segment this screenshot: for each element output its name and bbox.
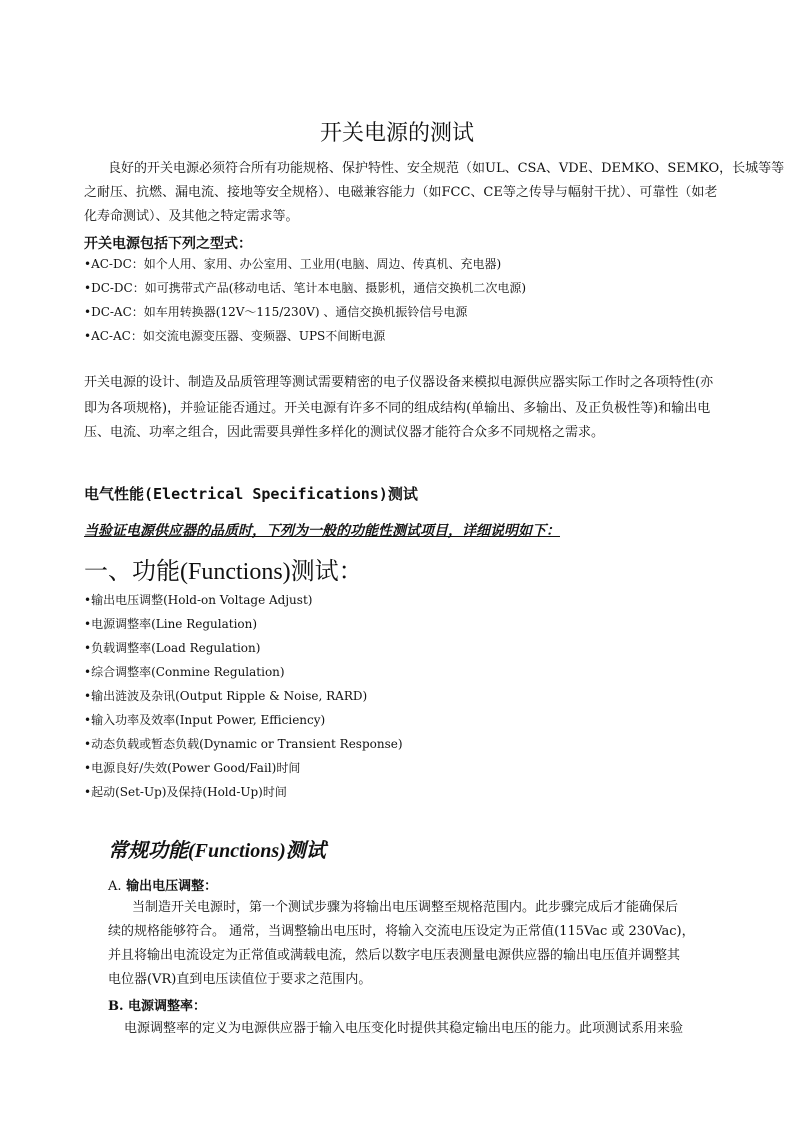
list-item: •输出电压调整(Hold-on Voltage Adjust) xyxy=(84,593,313,607)
list-item: •综合调整率(Conmine Regulation) xyxy=(84,665,285,679)
intro-line-2: 之耐压、抗燃、漏电流、接地等安全规格）、电磁兼容能力（如FCC、CE等之传导与幅射干扰）、可靠性（如老 xyxy=(84,185,718,200)
list-item: •负载调整率(Load Regulation) xyxy=(84,641,261,655)
list-item: •动态负载或暂态负载(Dynamic or Transient Response) xyxy=(84,737,403,751)
types-heading: 开关电源包括下列之型式： xyxy=(84,236,252,252)
design-line-1: 开关电源的设计、制造及品质管理等测试需要精密的电子仪器设备来模拟电源供应器实际工作时之各项特性(亦 xyxy=(84,375,714,390)
intro-line-1: 良好的开关电源必须符合所有功能规格、保护特性、安全规范（如UL、CSA、VDE、DEMKO、SEMKO，长城等等 xyxy=(108,161,785,176)
verify-line: 当验证电源供应器的品质时，下列为一般的功能性测试项目，详细说明如下： xyxy=(84,523,560,539)
list-item: •起动(Set-Up)及保持(Hold-Up)时间 xyxy=(84,785,287,799)
section-b-label: 电源调整率： xyxy=(128,999,207,1014)
section-a-line-2: 续的规格能够符合。 通常，当调整输出电压时，将输入交流电压设定为正常值(115Vac 或 230Vac)， xyxy=(108,924,695,939)
section-a-letter: A. xyxy=(108,879,122,894)
functions-heading: 一、功能(Functions)测试： xyxy=(84,559,363,585)
list-item: •输入功率及效率(Input Power, Efficiency) xyxy=(84,713,326,727)
section-a-line-4: 电位器(VR)直到电压读值位于要求之范围内。 xyxy=(108,972,372,987)
section-b-letter: B. xyxy=(108,999,124,1014)
list-item: •输出涟波及杂讯(Output Ripple & Noise, RARD) xyxy=(84,689,368,703)
list-item: •AC-AC：如交流电源变压器、变频器、UPS不间断电源 xyxy=(84,329,386,343)
types-list xyxy=(84,252,526,348)
list-item: •电源良好/失效(Power Good/Fail)时间 xyxy=(84,761,301,775)
design-line-2: 即为各项规格)，并验证能否通过。开关电源有许多不同的组成结构(单输出、多输出、及正负极性等)和输出电 xyxy=(84,401,711,416)
section-b-heading xyxy=(108,995,206,1014)
intro-line-3: 化寿命测试）、及其他之特定需求等。 xyxy=(84,209,299,224)
page-title: 开关电源的测试 xyxy=(319,121,474,146)
list-item: •电源调整率(Line Regulation) xyxy=(84,617,258,631)
section-a-heading xyxy=(108,875,217,894)
list-item: •DC-DC：如可携带式产品(移动电话、笔计本电脑、摄影机，通信交换机二次电源) xyxy=(84,281,527,295)
design-line-3: 压、电流、功率之组合，因此需要具弹性多样化的测试仪器才能符合众多不同规格之需求。 xyxy=(84,425,605,440)
list-item: •DC-AC：如车用转换器(12V～115/230V) 、通信交换机振铃信号电源 xyxy=(84,305,468,319)
list-item: •AC-DC：如个人用、家用、办公室用、工业用(电脑、周边、传真机、充电器) xyxy=(84,257,502,271)
section-b-line-1: 电源调整率的定义为电源供应器于输入电压变化时提供其稳定输出电压的能力。此项测试系用来验 xyxy=(124,1021,684,1036)
section-a-line-3: 并且将输出电流设定为正常值或满载电流，然后以数字电压表测量电源供应器的输出电压值并调整其 xyxy=(108,948,681,963)
electrical-heading: 电气性能(Electrical Specifications)测试 xyxy=(84,485,418,503)
function-items-list xyxy=(84,588,403,804)
routine-heading: 常规功能(Functions)测试 xyxy=(108,840,326,862)
section-a-label: 输出电压调整： xyxy=(126,879,218,894)
section-a-line-1: 当制造开关电源时，第一个测试步骤为将输出电压调整至规格范围内。此步骤完成后才能确保后 xyxy=(132,900,679,915)
